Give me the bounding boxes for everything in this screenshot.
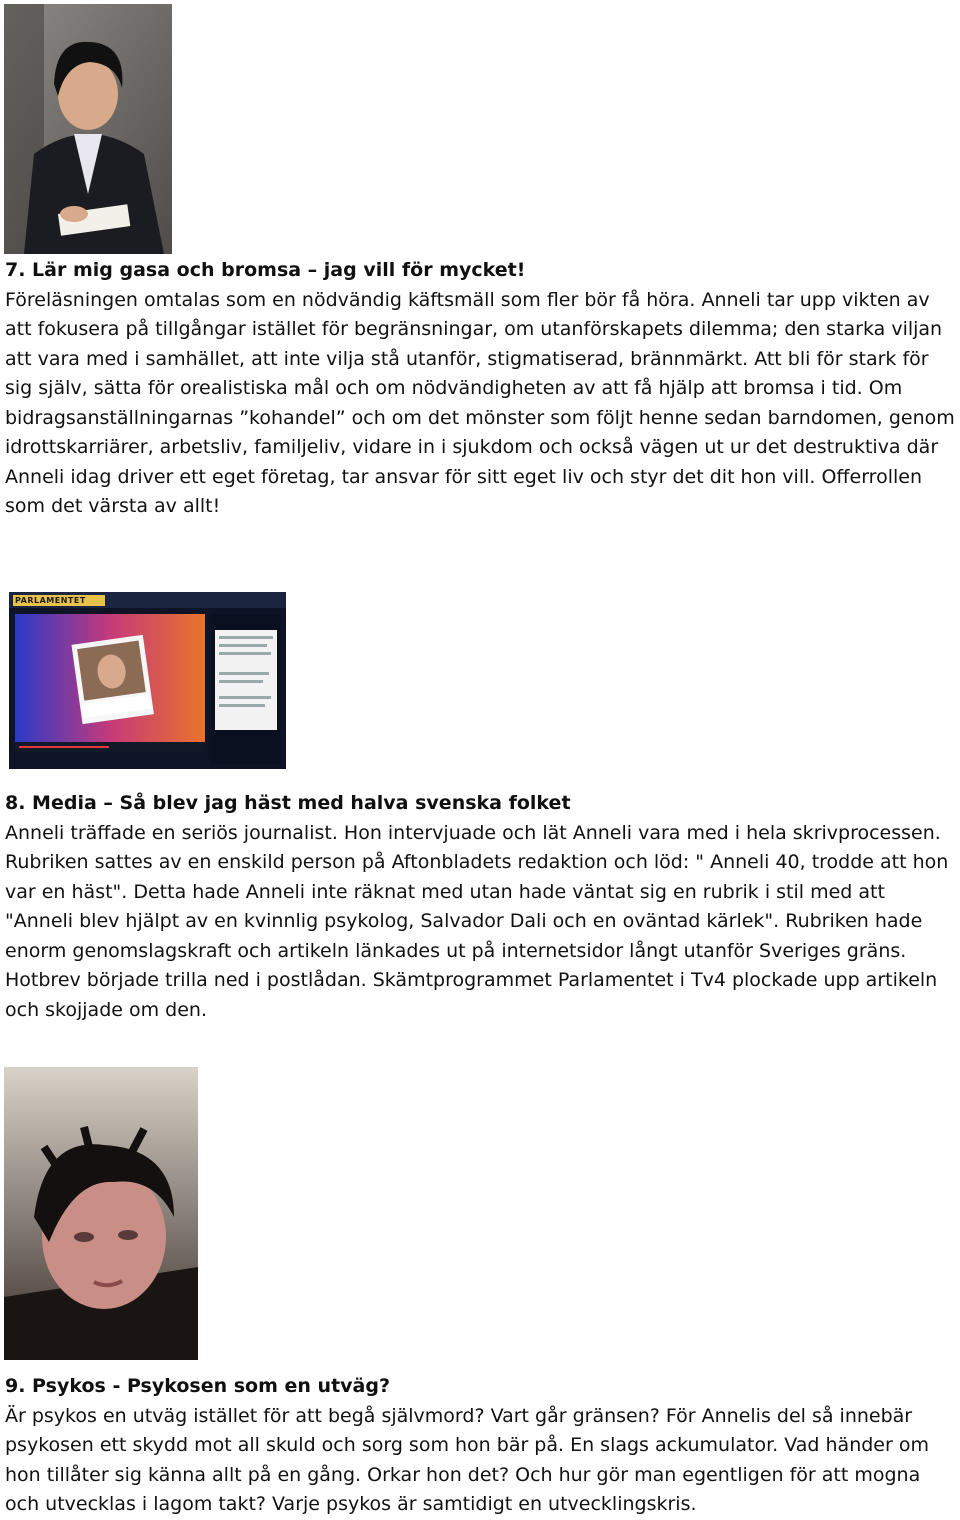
section-8 [5, 789, 957, 1025]
photo-woman-reading [4, 4, 172, 254]
section-8-heading: 8. Media – Så blev jag häst med halva svenska folket [5, 792, 571, 814]
section-8-body: Anneli träffade en seriös journalist. Hon intervjuade och lät Anneli vara med i hela skrivprocessen. Rubriken sattes av en enskild person på Aftonbladets redaktion och löd: " Anneli 40, trodde att hon var en häst". Detta hade Anneli inte räknat med utan hade väntat sig en rubrik i stil med att "Anneli blev hjälpt av en kvinnlig psykolog, Salvador Dali och en oväntad kärlek". Rubriken hade enorm genomslagskraft och artikeln länkades ut på internetsidor långt utanför Sveriges gräns. Hotbrev började trilla ned i postlådan. Skämtprogrammet Parlamentet i Tv4 plockade upp artikeln och skojjade om den. [5, 821, 949, 1021]
photo-woman-closeup [4, 1067, 198, 1360]
section-9-body: Är psykos en utväg istället för att begå självmord? Vart går gränsen? För Annelis del så innebär psykosen ett skydd mot all skuld och sorg som hon bär på. En slags ackumulator. Vad händer om hon tillåter sig känna allt på en gång. Orkar hon det? Och hur gör man egentligen för att mogna och utvecklas i lagom takt? Varje psykos är samtidigt en utvecklingskris. [5, 1404, 929, 1515]
section-7-heading: 7. Lär mig gasa och bromsa – jag vill för mycket! [5, 259, 526, 281]
section-9 [5, 1372, 957, 1520]
section-7-body: Föreläsningen omtalas som en nödvändig käftsmäll som fler bör få höra. Anneli tar upp vikten av att fokusera på tillgångar istället för begränsningar, om utanförskapets dilemma; den starka viljan att vara med i samhället, att inte vilja stå utanför, stigmatiserad, brännmärkt. Att bli för stark för sig själv, sätta för orealistiska mål och om nödvändigheten av att få hjälp att bromsa i tid. Om bidragsanställningarnas ”kohandel” och om det mönster som följt henne sedan barndomen, genom idrottskarriärer, arbetsliv, familjeliv, vidare in i sjukdom och också vägen ut ur det destruktiva där Anneli idag driver ett eget företag, tar ansvar för sitt eget liv och styr det dit hon vill. Offerrollen som det värsta av allt! [5, 288, 955, 517]
section-7 [5, 256, 957, 522]
photo-woman-closeup-image [4, 1067, 198, 1360]
parlamentet-screenshot-image [9, 592, 286, 769]
photo-woman-reading-image [4, 4, 172, 254]
section-9-heading: 9. Psykos - Psykosen som en utväg? [5, 1375, 390, 1397]
parlamentet-logo: PARLAMENTET [15, 596, 86, 605]
parlamentet-screenshot [9, 592, 286, 769]
